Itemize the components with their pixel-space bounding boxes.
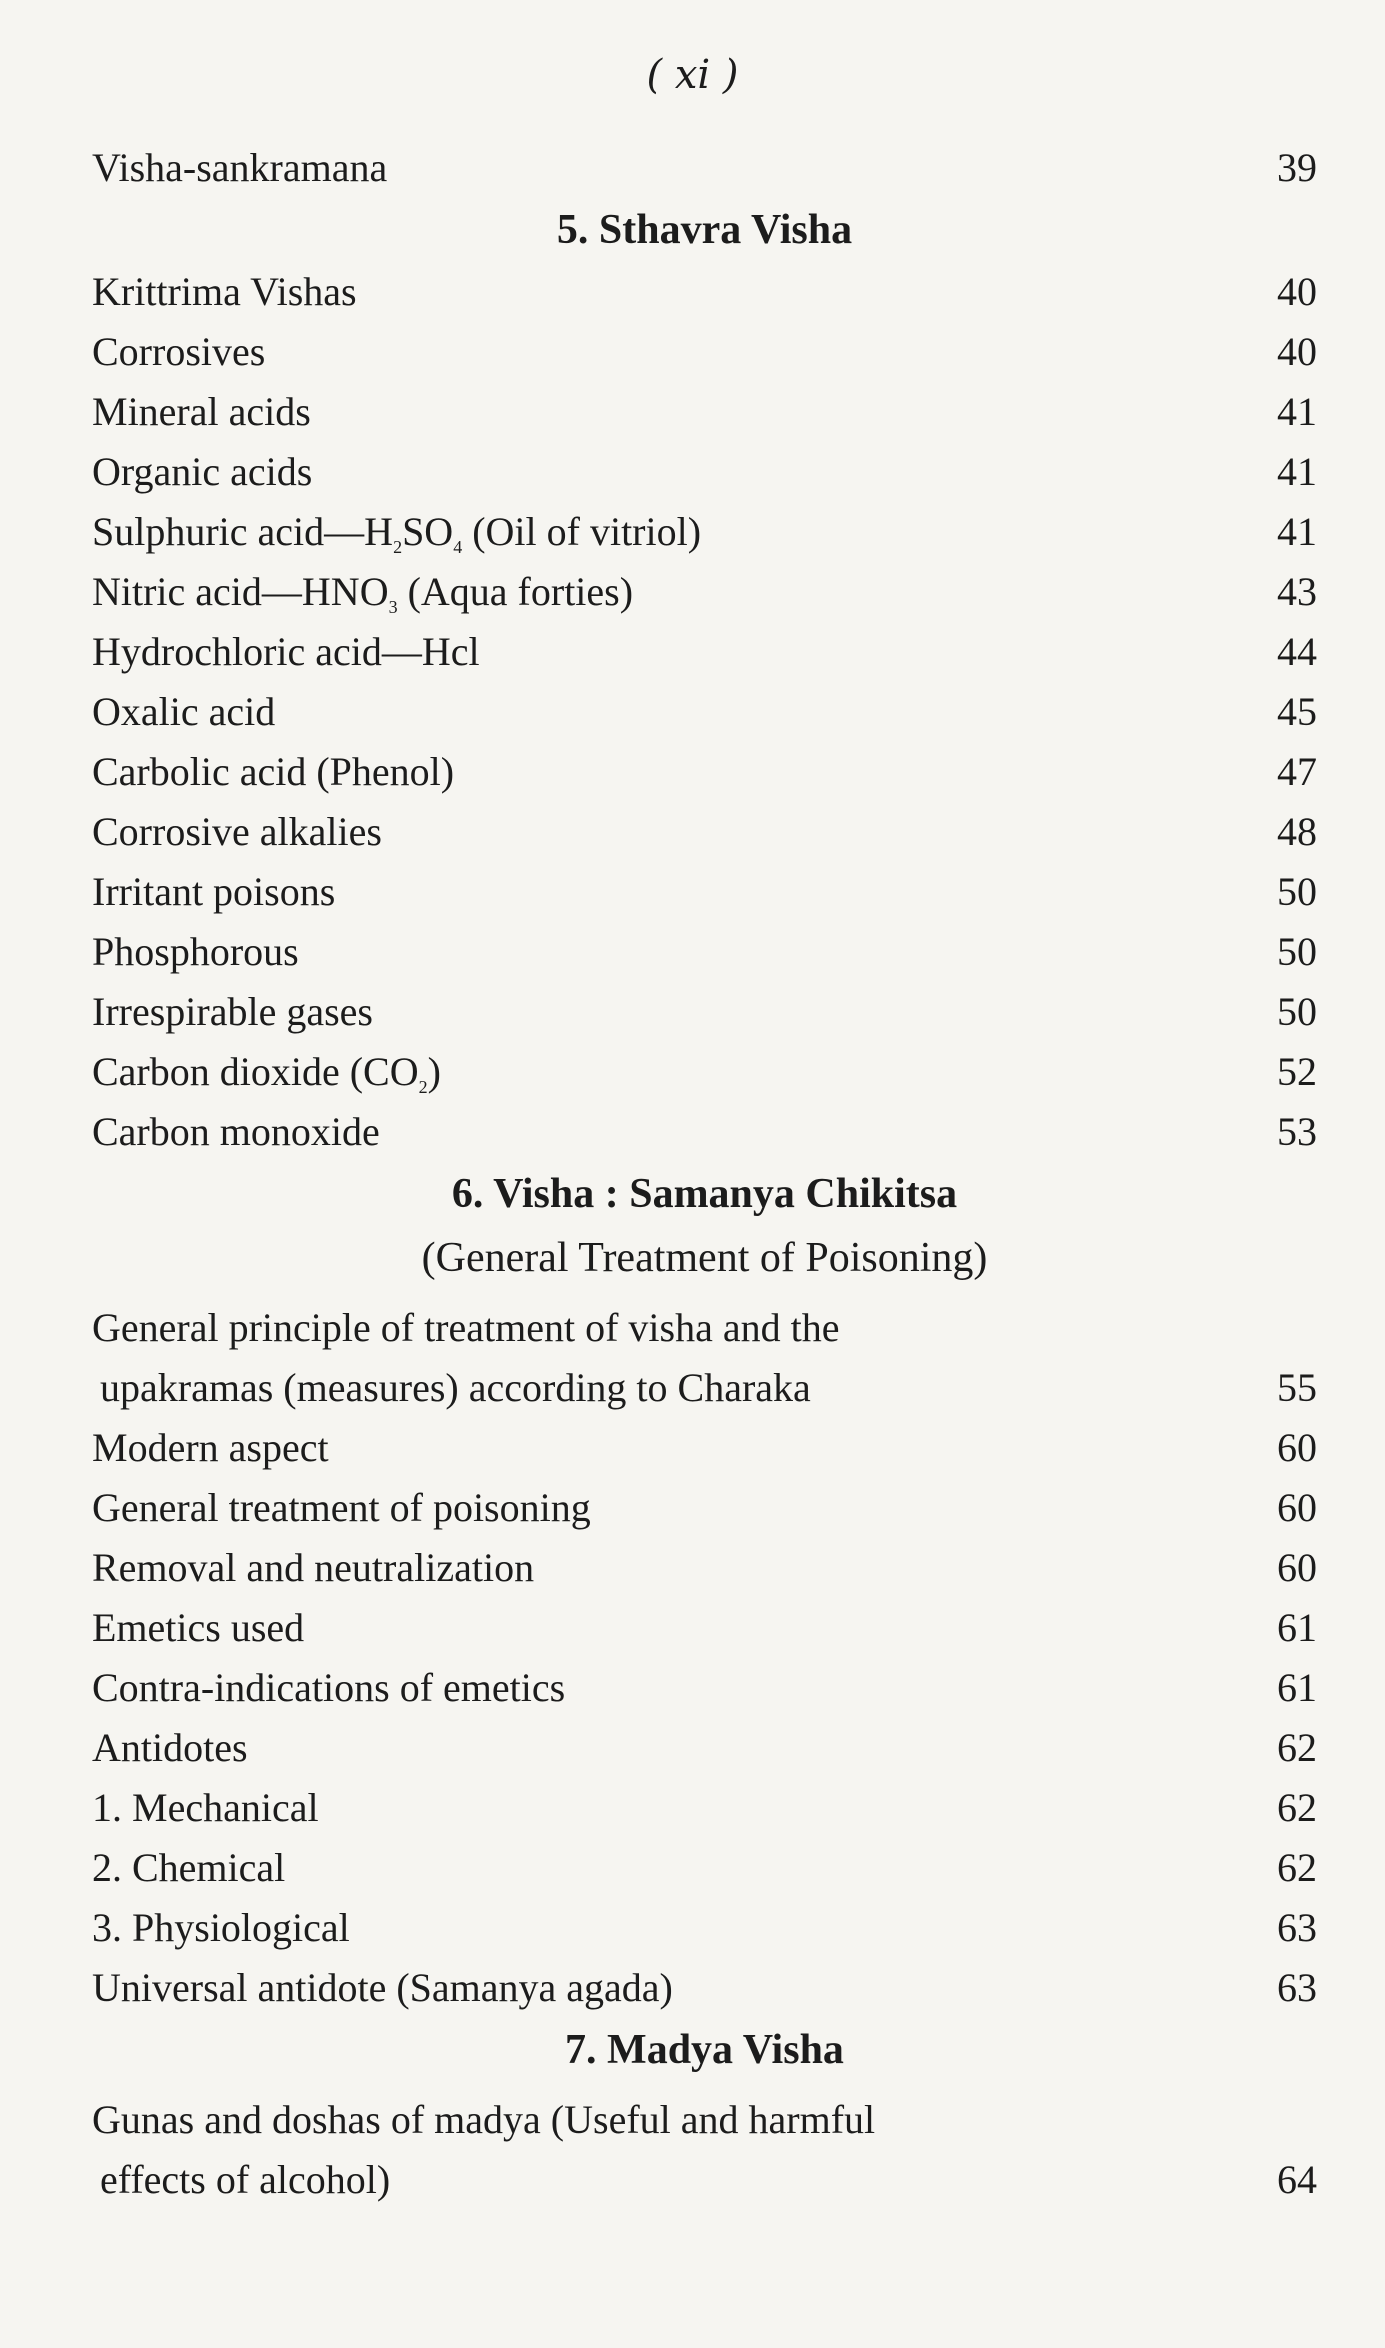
entry-title: Organic acids — [92, 449, 313, 494]
entry-title: Hydrochloric acid—Hcl — [92, 629, 480, 674]
entry-title-line: Gunas and doshas of madya (Useful and harmful — [92, 2097, 876, 2142]
entry-title: Irrespirable gases — [92, 989, 373, 1034]
entry-title: Krittrima Vishas — [92, 269, 357, 314]
entry-title: Universal antidote (Samanya agada) — [92, 1965, 673, 2010]
entry-title-part: ) — [427, 1049, 441, 1094]
entry-title: Corrosives — [92, 329, 266, 374]
section-subheading: (General Treatment of Poisoning) — [421, 1235, 988, 1281]
entry-title: Emetics used — [92, 1605, 305, 1650]
entry-page: 63 — [1277, 1905, 1317, 1950]
entry-page: 62 — [1277, 1845, 1317, 1890]
entry-page: 47 — [1277, 749, 1317, 794]
entry-title: Visha-sankramana — [92, 145, 388, 190]
subscript: 2 — [393, 537, 403, 557]
toc-entry — [92, 1538, 1317, 1598]
toc-entry — [92, 1718, 1317, 1778]
toc-entry — [92, 382, 1317, 442]
entry-page: 63 — [1277, 1965, 1317, 2010]
entry-title-line: upakramas (measures) according to Charaka — [100, 1365, 811, 1410]
entry-title: Contra-indications of emetics — [92, 1665, 566, 1710]
toc-entry — [92, 262, 1317, 322]
toc-entry — [92, 1298, 1317, 1418]
entry-page: 60 — [1277, 1425, 1317, 1470]
table-of-contents — [92, 138, 1317, 2210]
entry-title-part: (Aqua forties) — [397, 569, 634, 614]
toc-entry — [92, 1478, 1317, 1538]
entry-title-part: SO — [402, 509, 454, 554]
entry-page: 52 — [1277, 1049, 1317, 1094]
entry-title: General treatment of poisoning — [92, 1485, 591, 1530]
subscript: 4 — [453, 537, 463, 557]
entry-page: 41 — [1277, 509, 1317, 554]
toc-entry — [92, 138, 1317, 198]
entry-title: Antidotes — [92, 1725, 248, 1770]
entry-page: 61 — [1277, 1605, 1317, 1650]
entry-page: 62 — [1277, 1785, 1317, 1830]
subscript: 2 — [418, 1077, 428, 1097]
entry-title: Carbon monoxide — [92, 1109, 380, 1154]
entry-page: 39 — [1277, 145, 1317, 190]
toc-entry — [92, 1838, 1317, 1898]
toc-entry — [92, 622, 1317, 682]
toc-entry — [92, 1598, 1317, 1658]
entry-page: 55 — [1277, 1365, 1317, 1410]
entry-title: 2. Chemical — [92, 1845, 286, 1890]
entry-title: Oxalic acid — [92, 689, 276, 734]
entry-title: Irritant poisons — [92, 869, 336, 914]
toc-entry — [92, 2090, 1317, 2210]
toc-entry — [92, 802, 1317, 862]
entry-page: 64 — [1277, 2157, 1317, 2202]
entry-title: Corrosive alkalies — [92, 809, 382, 854]
toc-entry — [92, 1898, 1317, 1958]
entry-page: 41 — [1277, 389, 1317, 434]
toc-entry — [92, 562, 1317, 622]
entry-title: 3. Physiological — [92, 1905, 350, 1950]
entry-title-part: (Oil of vitriol) — [462, 509, 702, 554]
toc-entry — [92, 982, 1317, 1042]
entry-title: Removal and neutralization — [92, 1545, 535, 1590]
subscript: 3 — [388, 597, 398, 617]
toc-entry — [92, 442, 1317, 502]
section-heading: 5. Sthavra Visha — [556, 207, 853, 253]
entry-title-part: Carbon dioxide (CO — [92, 1049, 419, 1094]
entry-title-line: General principle of treatment of visha and the — [92, 1305, 840, 1350]
entry-title: Phosphorous — [92, 929, 299, 974]
toc-entry — [92, 1418, 1317, 1478]
toc-entry — [92, 922, 1317, 982]
entry-page: 50 — [1277, 929, 1317, 974]
section-heading: 7. Madya Visha — [565, 2027, 844, 2073]
entry-page: 62 — [1277, 1725, 1317, 1770]
entry-page: 44 — [1277, 629, 1317, 674]
entry-page: 60 — [1277, 1485, 1317, 1530]
section-heading: 6. Visha : Samanya Chikitsa — [451, 1171, 958, 1217]
entry-title-part: Nitric acid—HNO — [92, 569, 389, 614]
toc-entry — [92, 322, 1317, 382]
toc-entry — [92, 862, 1317, 922]
entry-title: Mineral acids — [92, 389, 311, 434]
page-number: ( xi ) — [646, 52, 739, 98]
entry-title: Modern aspect — [92, 1425, 329, 1470]
entry-title: Carbolic acid (Phenol) — [92, 749, 455, 794]
entry-page: 60 — [1277, 1545, 1317, 1590]
toc-entry — [92, 1658, 1317, 1718]
entry-page: 41 — [1277, 449, 1317, 494]
entry-title-part: Sulphuric acid—H — [92, 509, 394, 554]
entry-page: 61 — [1277, 1665, 1317, 1710]
entry-page: 50 — [1277, 989, 1317, 1034]
toc-entry — [92, 1042, 1317, 1102]
entry-title-line: effects of alcohol) — [100, 2157, 391, 2202]
toc-entry — [92, 1778, 1317, 1838]
entry-page: 43 — [1277, 569, 1317, 614]
entry-page: 53 — [1277, 1109, 1317, 1154]
entry-title: 1. Mechanical — [92, 1785, 319, 1830]
toc-entry — [92, 682, 1317, 742]
entry-page: 40 — [1277, 269, 1317, 314]
toc-entry — [92, 502, 1317, 562]
entry-page: 50 — [1277, 869, 1317, 914]
toc-entry — [92, 742, 1317, 802]
toc-entry — [92, 1958, 1317, 2018]
entry-page: 40 — [1277, 329, 1317, 374]
entry-page: 45 — [1277, 689, 1317, 734]
toc-entry — [92, 1102, 1317, 1162]
entry-page: 48 — [1277, 809, 1317, 854]
